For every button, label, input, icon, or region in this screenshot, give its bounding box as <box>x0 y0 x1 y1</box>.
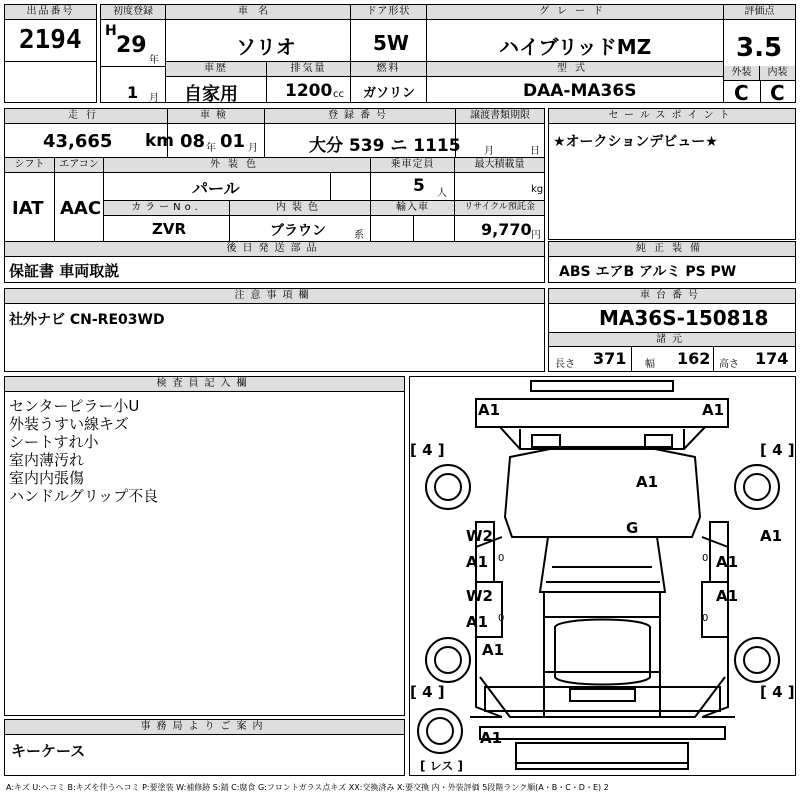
fuel-label: 燃料 <box>351 62 426 77</box>
office-value: キーケース <box>11 742 86 760</box>
score-value: 3.5 <box>736 33 783 63</box>
interior-color-label: 内装色 <box>230 201 370 216</box>
mark-tire-fr: [ 4 ] <box>760 441 795 459</box>
score-int-label: 内装 <box>760 66 795 81</box>
specs-length: 371 <box>593 349 627 368</box>
max-load-label: 最大積載量 <box>455 158 544 173</box>
door-label: ドア形状 <box>351 5 426 20</box>
specs-length-label: 長さ <box>555 359 575 370</box>
registration-label: 登録番号 <box>265 109 455 124</box>
recycle-box <box>454 200 545 242</box>
color-no-value: ZVR <box>152 220 187 238</box>
interior-color-box <box>229 200 371 242</box>
registration-value: 大分 539 ニ 1115 <box>309 136 461 156</box>
lot-box <box>4 4 97 62</box>
inspection-month-unit: 月 <box>248 143 258 154</box>
office-box <box>4 719 405 776</box>
recycle-value: 9,770 <box>481 220 532 239</box>
first-reg-month-unit: 月 <box>149 93 159 104</box>
mark-rr-door: A1 <box>716 587 739 605</box>
mark-rr-zero: 0 <box>702 613 709 624</box>
registration-box <box>264 108 461 158</box>
mark-front-right: A1 <box>702 401 725 419</box>
import-box <box>370 200 455 242</box>
car-name-label: 車名 <box>166 5 350 20</box>
color-box <box>103 157 371 201</box>
grade-value: ハイブリッドMZ <box>499 35 652 59</box>
import-label: 輸入車 <box>371 201 454 216</box>
equipment-label: 純正装備 <box>549 242 795 257</box>
first-reg-year-unit: 年 <box>149 55 159 66</box>
mark-tire-rr: [ 4 ] <box>760 683 795 701</box>
car-diagram <box>409 376 796 776</box>
mileage-unit: km <box>145 131 175 151</box>
color-value: パール <box>192 179 240 198</box>
car-outline <box>410 377 795 775</box>
specs-width: 162 <box>677 349 711 368</box>
door-value: 5W <box>373 31 409 55</box>
mark-lf-door-1: W2 <box>466 527 493 545</box>
inspector-line-1: センターピラー小U <box>9 397 140 415</box>
capacity-label: 乗車定員 <box>371 158 454 173</box>
office-label: 事務局よりご案内 <box>5 720 404 735</box>
mark-lf-zero: 0 <box>498 553 505 564</box>
legend-text: A:キズ U:ヘコミ B:キズを伴うヘコミ P:要塗装 W:補修跡 S:錆 C:腐食 G:フロントガラス点キズ XX:交換済み X:要交換 内・外装評価 5段階ランク順(A・B・C・D・E) 2 <box>6 783 609 792</box>
chassis-label: 車台番号 <box>549 289 795 304</box>
inspection-label: 車検 <box>168 109 264 124</box>
inspector-label: 検査員記入欄 <box>5 377 404 392</box>
model-value: DAA-MA36S <box>523 81 637 101</box>
history-label: 車歴 <box>166 62 266 77</box>
capacity-box <box>370 157 455 201</box>
mark-lf-door-2: A1 <box>466 553 489 571</box>
specs-width-label: 幅 <box>645 359 655 370</box>
grade-box <box>426 4 724 62</box>
mark-tire-rl: [ 4 ] <box>410 683 445 701</box>
shift-box <box>4 157 55 242</box>
car-name-box <box>165 4 351 62</box>
grade-label: グレード <box>427 5 723 20</box>
mark-rf-door: A1 <box>716 553 739 571</box>
inspector-line-4: 室内薄汚れ <box>9 451 85 469</box>
later-parts-box <box>4 241 545 283</box>
capacity-value: 5 <box>413 176 425 196</box>
first-reg-era: H <box>105 23 117 39</box>
inspector-line-2: 外装うすい線キズ <box>9 415 129 433</box>
door-box <box>350 4 427 62</box>
color-label: 外装色 <box>104 158 370 173</box>
transfer-month-unit: 月 <box>484 146 494 157</box>
later-parts-value: 保証書 車両取説 <box>9 262 120 280</box>
color-no-box <box>103 200 230 242</box>
lot-blank-box <box>4 61 97 103</box>
history-box <box>165 61 267 103</box>
lot-number: 2194 <box>19 25 82 55</box>
mark-rear-bumper: A1 <box>480 729 503 747</box>
inspector-line-6: ハンドルグリップ不良 <box>9 487 159 505</box>
mark-front-left: A1 <box>478 401 501 419</box>
recycle-label: リサイクル預託金 <box>455 201 544 216</box>
mark-windshield: G <box>626 519 639 537</box>
mileage-box <box>4 108 175 158</box>
mark-r-fender: A1 <box>760 527 783 545</box>
notes-value: 社外ナビ CN-RE03WD <box>9 312 165 328</box>
mark-lr-zero: 0 <box>498 613 505 624</box>
specs-height-label: 高さ <box>719 359 739 370</box>
first-reg-box <box>100 4 166 103</box>
mark-rf-zero: 0 <box>702 553 709 564</box>
inspection-month: 01 <box>220 131 246 152</box>
inspector-line-5: 室内内張傷 <box>9 469 85 487</box>
specs-label: 諸元 <box>549 332 795 347</box>
transfer-day-unit: 日 <box>530 146 540 157</box>
capacity-unit: 人 <box>437 188 447 199</box>
specs-height: 174 <box>755 349 789 368</box>
model-box <box>426 61 724 103</box>
first-reg-month: 1 <box>127 83 139 102</box>
interior-color-unit: 系 <box>354 230 364 241</box>
mark-l-rear-fender: A1 <box>482 641 505 659</box>
inspection-year: 08 <box>180 131 206 152</box>
recycle-unit: 円 <box>531 230 541 241</box>
score-int-value: C <box>770 81 785 105</box>
notes-box <box>4 288 545 372</box>
max-load-box <box>454 157 545 201</box>
mark-spare: [ レス ] <box>420 759 463 773</box>
sales-point-label: セールスポイント <box>549 109 795 124</box>
fuel-value: ガソリン <box>363 86 416 101</box>
mark-lr-door-2: A1 <box>466 613 489 631</box>
inspection-box <box>167 108 265 158</box>
mileage-label: 走行 <box>5 109 167 124</box>
score-ext-value: C <box>734 81 749 105</box>
transfer-box <box>455 108 545 158</box>
inspection-year-unit: 年 <box>206 143 216 154</box>
later-parts-label: 後日発送部品 <box>5 242 544 257</box>
mark-lr-door-1: W2 <box>466 587 493 605</box>
chassis-box <box>548 288 796 372</box>
equipment-box <box>548 241 796 283</box>
model-label: 型式 <box>427 62 723 77</box>
mark-tire-fl: [ 4 ] <box>410 441 445 459</box>
displacement-unit: cc <box>333 89 344 100</box>
first-reg-year: 29 <box>116 33 147 58</box>
aircon-box <box>54 157 104 242</box>
car-name-value: ソリオ <box>236 35 296 59</box>
aircon-label: エアコン <box>55 158 103 173</box>
aircon-value: AAC <box>60 198 102 219</box>
history-value: 自家用 <box>184 84 238 105</box>
notes-label: 注意事項欄 <box>5 289 544 304</box>
shift-label: シフト <box>5 158 54 173</box>
score-ext-label: 外装 <box>724 66 760 81</box>
displacement-value: 1200 <box>285 81 333 101</box>
mileage-value: 43,665 <box>43 131 113 152</box>
chassis-value: MA36S-150818 <box>599 306 769 330</box>
fuel-box <box>350 61 427 103</box>
score-box <box>723 4 796 103</box>
sales-point-box <box>548 108 796 240</box>
score-label: 評価点 <box>724 5 795 20</box>
interior-color-value: ブラウン <box>270 223 326 239</box>
lot-label: 出品番号 <box>5 5 96 20</box>
inspector-box <box>4 376 405 716</box>
mark-hood: A1 <box>636 473 659 491</box>
sales-point-value: ★オークションデビュー★ <box>553 134 718 150</box>
transfer-label: 譲渡書類期限 <box>456 109 544 124</box>
shift-value: IAT <box>12 198 44 219</box>
color-no-label: カラーNo. <box>104 201 229 216</box>
displacement-box <box>266 61 351 103</box>
max-load-unit: kg <box>531 184 544 195</box>
equipment-value: ABS エアB アルミ PS PW <box>559 264 737 280</box>
inspector-line-3: シートすれ小 <box>9 433 99 451</box>
displacement-label: 排気量 <box>267 62 350 77</box>
first-reg-label: 初度登録 <box>101 5 165 20</box>
